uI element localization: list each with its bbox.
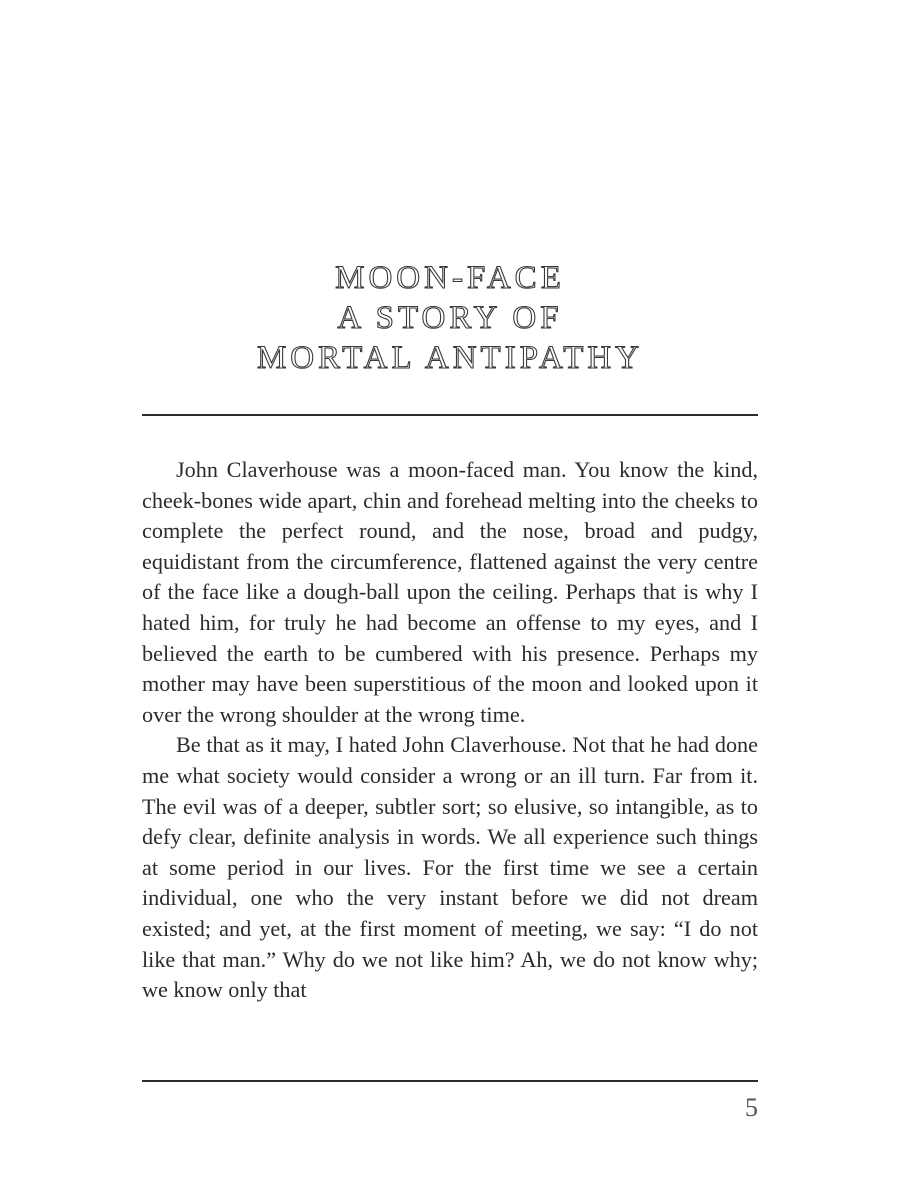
chapter-title bbox=[0, 258, 900, 378]
chapter-title-line-1: MOON-FACE bbox=[335, 260, 565, 296]
chapter-title-line-3: MORTAL ANTIPATHY bbox=[256, 340, 644, 376]
top-divider bbox=[142, 414, 758, 416]
body-text bbox=[142, 455, 758, 1006]
paragraph-1: John Claverhouse was a moon-faced man. You know the kind, cheek-bones wide apart, chin and forehead melting into the cheeks to complete the perfect round, and the nose, broad and pudgy, equidistant from the circumference, flattened against the very centre of the face like a dough-ball upon the ceiling. Perhaps that is why I hated him, for truly he had become an offense to my eyes, and I believed the earth to be cumbered with his presence. Perhaps my mother may have been superstitious of the moon and looked upon it over the wrong shoulder at the wrong time. bbox=[142, 457, 758, 727]
bottom-divider bbox=[142, 1080, 758, 1082]
paragraph-2: Be that as it may, I hated John Claverhouse. Not that he had done me what society would consider a wrong or an ill turn. Far from it. The evil was of a deeper, subtler sort; so elusive, so intangible, as to defy clear, definite analysis in words. We all experience such things at some period in our lives. For the first time we see a certain individual, one who the very instant before we did not dream existed; and yet, at the first moment of meeting, we say: “I do not like that man.” Why do we not like him? Ah, we do not know why; we know only that bbox=[142, 732, 758, 1003]
chapter-title-line-2: A STORY OF bbox=[337, 300, 563, 336]
page-number: 5 bbox=[745, 1093, 758, 1122]
